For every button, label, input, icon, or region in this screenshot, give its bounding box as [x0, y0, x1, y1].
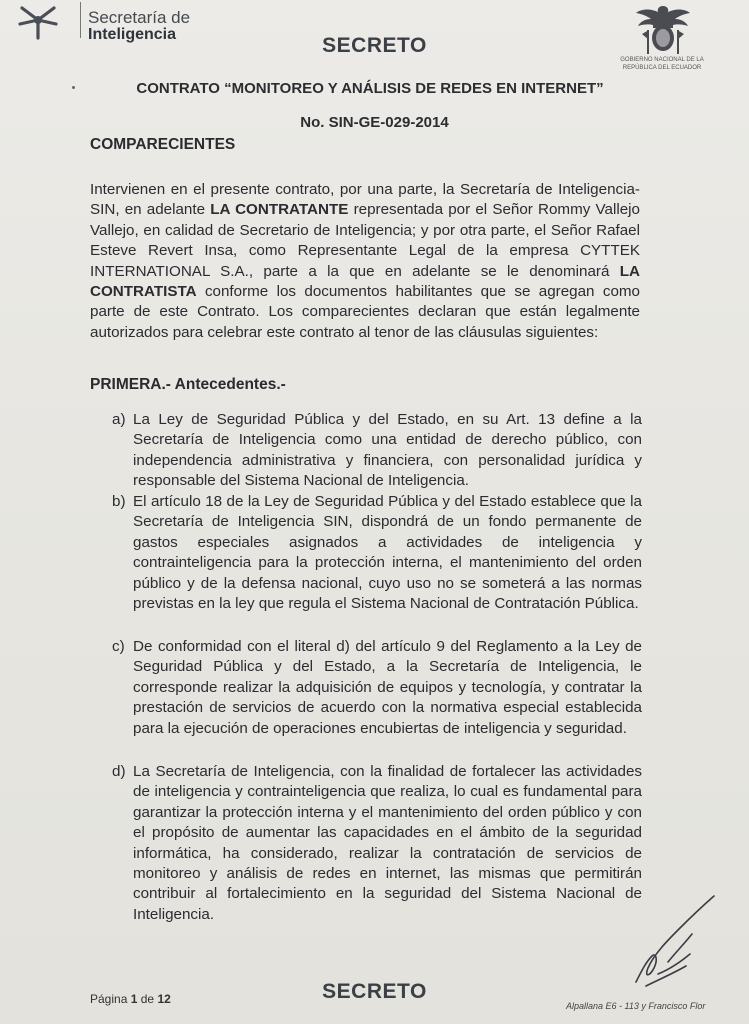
intro-text-2: representada por el Señor Rommy Vallejo Vallejo, en calidad de Secretario de Inteligencia; y por otra parte, el Señor Rafael Esteve Revert Insa, como Representante Legal de la empresa CYTTEK INTERNATIONAL S.A., parte a la que en adelante se le denominará [90, 201, 640, 280]
section-heading-comparecientes: COMPARECIENTES [90, 136, 236, 153]
stray-mark [72, 86, 75, 89]
intro-paragraph [90, 180, 640, 343]
intro-text-3: conforme los documentos habilitantes que se agregan como parte de este Contrato. Los comparecientes declaran que están legalmente autorizados para celebrar este contrato al tenor de las cláusulas siguientes: [90, 283, 640, 341]
clause-item [112, 762, 642, 925]
clause-text: La Ley de Seguridad Pública y del Estado, en su Art. 13 define a la Secretaría de Inteligencia como una entidad de derecho público, con independencia administrativa y financiera, con personalidad jurídica y responsable del Sistema Nacional de Inteligencia. [133, 411, 642, 490]
page-separator: de [140, 992, 155, 1006]
clause-marker: c) [112, 638, 125, 655]
org-name-line2: Inteligencia [88, 26, 177, 43]
logo-divider [80, 2, 81, 38]
clause-marker: b) [112, 493, 126, 510]
intro-text-1: Intervienen en el presente contrato, por una parte, la Secretaría de Inteligencia-SIN, en adelante [90, 181, 640, 219]
contratante-term: LA CONTRATANTE [210, 201, 349, 219]
classification-header: SECRETO [322, 34, 427, 57]
clause-text: De conformidad con el literal d) del artículo 9 del Reglamento a la Ley de Seguridad Pública y del Estado, a la Secretaría de Inteligencia, le corresponde realizar la adquisición de equipos y tecnología, y contratar la prestación de servicios de acuerdo con la normativa especial establecida para la ejecución de operaciones encubiertas de inteligencia y seguridad. [133, 638, 642, 737]
page-current: 1 [130, 992, 138, 1006]
clause-item [112, 410, 642, 492]
handwritten-signature [628, 882, 728, 992]
section-heading-primera: PRIMERA.- Antecedentes.- [90, 376, 286, 393]
clause-text: El artículo 18 de la Ley de Seguridad Pública y del Estado establece que la Secretaría de Inteligencia SIN, dispondrá de un fondo permanente de gastos especiales asignados a actividades de inteligencia y contrainteligencia para la protección interna, el mantenimiento del orden público y de la defensa nacional, cuyo uso no se someterá a las normas previstas en la ley que regula el Sistema Nacional de Contratación Pública. [133, 493, 642, 613]
page-label: Página [90, 992, 128, 1006]
contract-title: CONTRATO “MONITOREO Y ANÁLISIS DE REDES EN INTERNET” [136, 80, 604, 97]
page-total: 12 [157, 992, 171, 1006]
clause-marker: d) [112, 763, 126, 780]
clause-marker: a) [112, 411, 126, 428]
contract-number: No. SIN-GE-029-2014 [300, 114, 449, 131]
footer-address: Alpallana E6 - 113 y Francisco Flor [566, 1001, 706, 1011]
clause-item [112, 637, 642, 739]
contratista-term: LA CONTRATISTA [90, 262, 640, 301]
clause-text: La Secretaría de Inteligencia, con la finalidad de fortalecer las actividades de inteligencia y contrainteligencia que realiza, lo cual es fundamental para garantizar la protección interna y el mantenimiento del orden público y con el propósito de aumentar las capacidades en el ámbito de la seguridad informática, ha considerado, realizar la contratación de servicios de monitoreo y análisis de redes en internet, las mismas que permitirán contribuir al fortalecimiento en la seguridad del Sistema Nacional de Inteligencia. [133, 763, 642, 923]
org-name-line1: Secretaría de [88, 8, 191, 27]
crest-caption: GOBIERNO NACIONAL DE LA REPÚBLICA DEL ECUADOR [620, 57, 704, 71]
clause-item [112, 492, 642, 614]
classification-footer: SECRETO [322, 980, 427, 1003]
